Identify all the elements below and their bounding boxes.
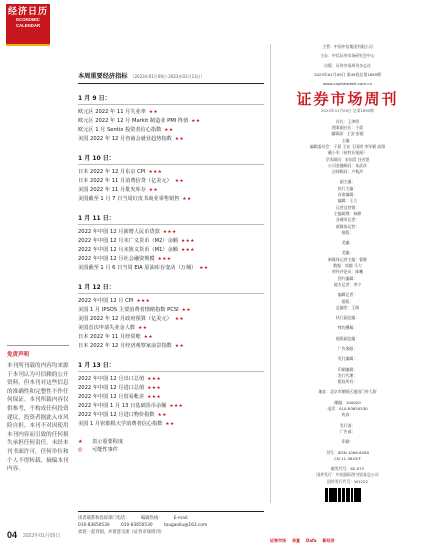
staff-line: 传真： <box>341 412 354 418</box>
masthead-title: 证券市场周刊 <box>296 90 399 109</box>
staff-line: 运营及营销： <box>335 204 360 210</box>
importance-stars: ★★ <box>148 110 159 115</box>
masthead-column <box>270 44 420 503</box>
staff-line: 编辑委员会：于晨 王安 王国明 李军朝 高翔 <box>310 143 385 149</box>
importance-stars: ★★ <box>174 317 185 322</box>
disclaimer-sidebar <box>7 345 69 474</box>
day-block <box>78 153 264 204</box>
staff-line: 发行代理： <box>337 372 358 378</box>
day-list <box>78 93 264 429</box>
indicator-event <box>78 411 264 420</box>
event-name: 日本 2022 年 12 月经济观察家前景指数 <box>78 343 172 349</box>
legend-row-possible <box>78 446 264 454</box>
title-text: 本周重要经济指标 <box>78 73 128 80</box>
issue-line: 2023年01月09日 第49卷总第1895期 <box>313 71 382 77</box>
event-name: 2022 年中国 12 月社会融资规模 <box>78 256 155 262</box>
importance-stars: ★★★ <box>180 248 195 253</box>
footer-brand-logo: 华夏 <box>292 537 300 543</box>
event-name: 2022 年中国 12 月末广义货币（M2）余额 <box>78 238 178 244</box>
barcode-bar <box>360 488 361 502</box>
importance-stars: ★★ <box>164 128 174 133</box>
staff-line: 国外发行代号：W1222 <box>327 478 368 484</box>
email-label: E-mail: <box>173 516 189 521</box>
staff-line: 戴小军（按姓氏笔画） <box>328 150 367 156</box>
staff-line: 新媒体运营主编：曹静 <box>328 256 367 262</box>
indicator-event <box>78 177 264 186</box>
editor-hotline-label: 编辑热线： <box>140 516 163 521</box>
staff-line: 法律顾问：卢秋洪 <box>331 169 364 175</box>
importance-stars: ★★ <box>138 326 148 331</box>
day-block <box>78 93 264 144</box>
footer-brand-logo: 新经济 <box>322 537 335 543</box>
staff-line: 广告部： <box>339 428 356 434</box>
staff-line: 地方记者：李宁 <box>333 281 362 287</box>
day-heading: 1 月 11 日： <box>78 213 264 225</box>
importance-stars: ★★★ <box>136 299 151 304</box>
contact-note: 欢迎一起刊阅，并留意交流《证券市场周刊》 <box>78 530 164 535</box>
footer-brand-logo: Dafa <box>306 538 317 543</box>
staff-line: 编辑记者： <box>337 292 358 298</box>
event-name: 日本 2022 年 11 月经常账 <box>78 334 141 340</box>
importance-stars: ★★★ <box>162 230 177 235</box>
staff-line: 数据：郭越 马力 <box>333 263 362 269</box>
legend-row-stars <box>78 438 264 446</box>
event-name: 2022 年中国 12 月出口总值 <box>78 376 145 382</box>
event-name: 美国 2022 年 12 月政府预算（亿美元） <box>78 316 172 322</box>
email-address[interactable]: tougaoliu@163.com <box>164 523 208 528</box>
importance-stars: ★★ <box>157 413 167 418</box>
day-heading: 1 月 9 日： <box>78 93 264 105</box>
logo-en-line-1: ECONOMIC <box>16 17 40 22</box>
staff-line: 值班副总编： <box>335 335 360 341</box>
importance-stars: ★★ <box>174 344 185 349</box>
indicator-event <box>78 333 264 342</box>
staff-line: 发行部： <box>339 422 356 428</box>
importance-stars: ★★★ <box>147 386 162 391</box>
logo-accent-stripe <box>6 44 50 46</box>
barcode-icon <box>325 488 371 502</box>
day-block <box>78 213 264 273</box>
staff-line: 排版： <box>341 298 354 304</box>
importance-stars: ★★ <box>174 179 185 184</box>
contact-box <box>78 511 264 536</box>
importance-stars: ★★ <box>199 266 209 271</box>
event-name: 2022 年中国 12 月贸易帐差 <box>78 394 145 400</box>
staff-line: 邮发代号：82-975 <box>330 466 365 472</box>
complaint-phone-label: 读者联系和投诉部门电话： <box>78 516 130 521</box>
date-range: （2023年01月09日-2023年01月13日） <box>130 74 205 79</box>
indicator-event <box>78 255 264 264</box>
importance-stars: ★★ <box>148 188 159 193</box>
staff-line: CN 11-3643/F <box>334 455 361 461</box>
event-name: 欧元区 1 月 Sentix 投资者信心指数 <box>78 127 162 133</box>
event-name: 2022 年中国 12 月末狭义货币（M1）余额 <box>78 247 178 253</box>
importance-stars: ★★ <box>191 119 201 124</box>
masthead-header-line-1: 主管：中国中信集团有限公司 <box>322 44 373 49</box>
staff-line: 副主编： <box>339 179 356 185</box>
disclaimer-title: 免责声明 <box>7 352 30 358</box>
importance-legend <box>78 438 264 454</box>
importance-stars: ★★★ <box>180 239 195 244</box>
staff-line: 国外发行：中国国际图书贸易总公司 <box>316 472 379 478</box>
double-circle-icon: ◎ <box>78 447 83 453</box>
masthead-subtitle: 2023年01月09日 总第1895期 <box>321 108 374 114</box>
complaint-phone: 010-83650530 <box>78 523 110 528</box>
contact-labels <box>78 515 264 522</box>
importance-stars: ★★ <box>182 197 192 202</box>
event-name: 美国截至 1 月 6 日当周 EIA 原油库存变动（万桶） <box>78 265 197 271</box>
indicator-event <box>78 186 264 195</box>
staff-line: 主编助理：杨柳 <box>333 210 362 216</box>
logo-en-line-2: CALENDAR <box>15 22 41 28</box>
indicator-event <box>78 264 264 273</box>
staff-line: 特约撰稿： <box>337 325 358 331</box>
importance-stars: ★★ <box>165 422 175 427</box>
page-number: 04 <box>7 530 18 540</box>
logo-cn-text: 经济日历 <box>7 7 48 17</box>
event-name: 日本 2022 年 12 月东京 CPI <box>78 169 146 175</box>
event-name: 欧元区 2022 年 12 月 Markit 制造业 PMI 终值 <box>78 118 189 124</box>
staff-line: 邮编：100020 <box>334 399 361 405</box>
importance-stars: ★★ <box>143 335 153 340</box>
importance-stars: ★★★ <box>147 377 162 382</box>
masthead-header-line-2: 主办：中信证券市场研究会中心 <box>320 53 375 59</box>
staff-line: 首席编辑： <box>337 192 358 198</box>
event-name: 2022 年中国 12 月 CPI <box>78 298 134 304</box>
staff-line: 公司金融顾问：朱武祥 <box>328 162 367 168</box>
staff-line: 美编： <box>341 250 354 256</box>
staff-line: 社长：王津明 <box>335 118 360 124</box>
footer-brand-bar <box>270 536 420 545</box>
importance-stars: ★★★ <box>157 257 172 262</box>
staff-line: 电话：010-83650530 <box>327 406 368 412</box>
event-name: 2022 年中国 12 月新增人民币贷款 <box>78 229 160 235</box>
importance-stars: ★★ <box>181 308 191 313</box>
day-heading: 1 月 12 日： <box>78 282 264 294</box>
staff-line: 执行主编： <box>337 185 358 191</box>
indicator-event <box>78 393 264 402</box>
day-block <box>78 282 264 351</box>
importance-stars: ★★★ <box>148 170 163 175</box>
weekly-indicators-title <box>78 71 264 84</box>
staff-line: 新媒体运营： <box>335 223 360 229</box>
importance-stars: ★★★ <box>147 395 162 400</box>
event-name: 美国 2022 年 11 月批发库存 <box>78 187 146 193</box>
indicator-event <box>78 168 264 177</box>
indicator-event <box>78 135 264 144</box>
staff-line: 美编： <box>341 240 354 246</box>
legend-label-possible: 可能性事件 <box>92 447 118 453</box>
staff-list <box>275 119 420 485</box>
indicator-event <box>78 195 264 204</box>
page-date: 2023年01月09日 <box>23 533 61 539</box>
economic-calendar-logo <box>6 4 50 44</box>
staff-line: 理事副社长：于晨 <box>331 125 364 131</box>
indicator-event <box>78 324 264 333</box>
staff-line: 版权所有： <box>337 379 358 385</box>
event-name: 美国 1 月密歇根大学消费者信心指数 <box>78 421 163 427</box>
staff-line: 图片编辑： <box>337 275 358 281</box>
staff-line: 各城市记者： <box>335 217 360 223</box>
staff-line: 执行副总编： <box>335 315 360 321</box>
event-name: 欧元区 2022 年 11 月失业率 <box>78 109 146 115</box>
staff-line: 财经评论员：陈曦 <box>331 269 364 275</box>
event-name: 美国 1 月 IPSOS 主要消费者情绪指数 PCSI <box>78 307 179 313</box>
staff-line: 发行编辑： <box>337 356 358 362</box>
event-name: 美国 2022 年 12 月咨商会就业趋势指数 <box>78 136 172 142</box>
masthead-header-line-3: 出版：证券市场周刊杂志社 <box>324 62 371 68</box>
staff-line: 编辑部：王安 彭毅 <box>331 131 364 137</box>
staff-line: 广告客服： <box>337 345 358 351</box>
staff-line: 印刷编辑： <box>337 366 358 372</box>
importance-stars: ★★ <box>174 137 185 142</box>
staff-line: 主编： <box>341 137 354 143</box>
staff-line: 排版： <box>341 229 354 235</box>
disclaimer-body: 本刊所刊载的内容均来源于本刊认为可信赖的公开资料，但本刊对这些信息的准确性和完整性不作任何保证。本刊所载内容仅供参考，不构成任何投资建议，投资者据此入市风险自担。本刊不对因使用本刊内容而引致的任何损失承担任何责任。未经本刊书面许可，任何单位和个人不得转载、摘编本刊内容。 <box>7 363 69 473</box>
indicator-event <box>78 228 264 237</box>
event-name: 2022 年中国 12 月进口总值 <box>78 385 145 391</box>
editor-hotline: 010-83650530 <box>121 523 153 528</box>
staff-line: 编辑：王立 <box>337 198 358 204</box>
indicator-event <box>78 108 264 117</box>
star-icon: ★ <box>78 439 83 445</box>
event-name: 日本 2022 年 11 月消费信贷（亿美元） <box>78 178 172 184</box>
staff-line: 地址：北京市朝阳区建国门外大街 <box>318 389 377 395</box>
event-name: 美国截至 1 月 7 日当周红皮书商业零售销售 <box>78 196 180 202</box>
indicator-event <box>78 297 264 306</box>
website-link[interactable]: www.capitalweek.com.cn <box>322 81 373 87</box>
event-name: 美国首次申请失业金人数 <box>78 325 136 331</box>
indicator-event <box>78 246 264 255</box>
legend-label-stars: 表示重要程度 <box>92 439 124 445</box>
indicator-event <box>78 402 264 411</box>
indicator-event <box>78 126 264 135</box>
indicator-event <box>78 117 264 126</box>
day-block <box>78 360 264 429</box>
indicator-event <box>78 237 264 246</box>
staff-line: 刊号：ISSN 1006-6280 <box>325 449 370 455</box>
indicator-event <box>78 306 264 315</box>
weekly-indicators-column <box>78 71 264 454</box>
staff-line: 总编室：王刚 <box>335 304 360 310</box>
footer-brand-logo: 证券市场 <box>270 537 286 543</box>
importance-stars: ★★★ <box>169 404 184 409</box>
contact-values <box>78 522 264 529</box>
indicator-event <box>78 315 264 324</box>
indicator-event <box>78 420 264 429</box>
staff-line: 印刷： <box>341 439 354 445</box>
indicator-event <box>78 375 264 384</box>
staff-line: 学术顾问：宋国青 任若恩 <box>325 156 370 162</box>
event-name: 2022 年中国 12 月进口物价指数 <box>78 412 155 418</box>
day-heading: 1 月 13 日： <box>78 360 264 372</box>
day-heading: 1 月 10 日： <box>78 153 264 165</box>
indicator-event <box>78 384 264 393</box>
indicator-event <box>78 342 264 351</box>
event-name: 2022 年中国 1 月 13 日基础货币余额 <box>78 403 167 409</box>
